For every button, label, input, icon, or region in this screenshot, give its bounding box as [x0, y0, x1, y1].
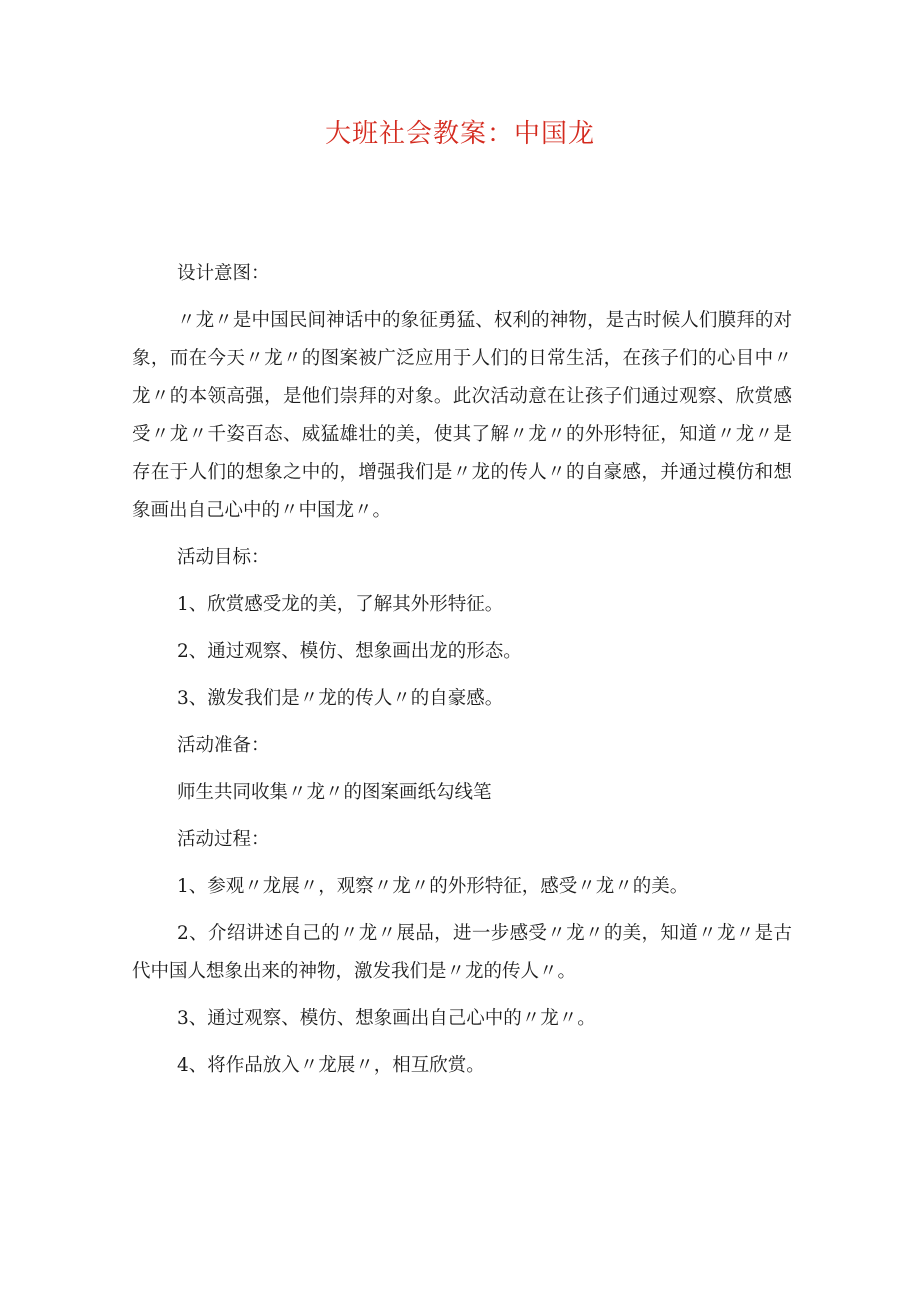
process-step-2: 2、介绍讲述自己的〃龙〃展品，进一步感受〃龙〃的美，知道〃龙〃是古代中国人想象出来的神物，激发我们是〃龙的传人〃。 [132, 923, 792, 982]
goal-item-1: 1、欣赏感受龙的美，了解其外形特征。 [177, 594, 504, 615]
document-title: 大班社会教案：中国龙 [324, 119, 595, 149]
preparation-text: 师生共同收集〃龙〃的图案画纸勾线笔 [177, 782, 492, 803]
heading-activity-goals: 活动目标： [177, 547, 270, 568]
process-step-1: 1、参观〃龙展〃，观察〃龙〃的外形特征，感受〃龙〃的美。 [177, 876, 689, 897]
goal-item-3: 3、激发我们是〃龙的传人〃的自豪感。 [177, 688, 504, 709]
goal-item-2: 2、通过观察、模仿、想象画出龙的形态。 [177, 641, 522, 662]
paragraph-design-intent: 〃龙〃是中国民间神话中的象征勇猛、权利的神物，是古时候人们膜拜的对象，而在今天〃龙〃的图案被广泛应用于人们的日常生活，在孩子们的心目中〃龙〃的本领高强，是他们崇拜的对象。此次活动意在让孩子们通过观察、欣赏感受〃龙〃千姿百态、威猛雄壮的美，使其了解〃龙〃的外形特征，知道〃龙〃是存在于人们的想象之中的，增强我们是〃龙的传人〃的自豪感，并通过模仿和想象画出自己心中的〃中国龙〃。 [132, 310, 792, 521]
heading-design-intent: 设计意图： [177, 263, 270, 284]
heading-activity-process: 活动过程： [177, 829, 270, 850]
process-step-4: 4、将作品放入〃龙展〃，相互欣赏。 [177, 1055, 485, 1076]
heading-activity-preparation: 活动准备： [177, 735, 270, 756]
process-step-3: 3、通过观察、模仿、想象画出自己心中的〃龙〃。 [177, 1008, 596, 1029]
document-body [132, 255, 792, 1094]
